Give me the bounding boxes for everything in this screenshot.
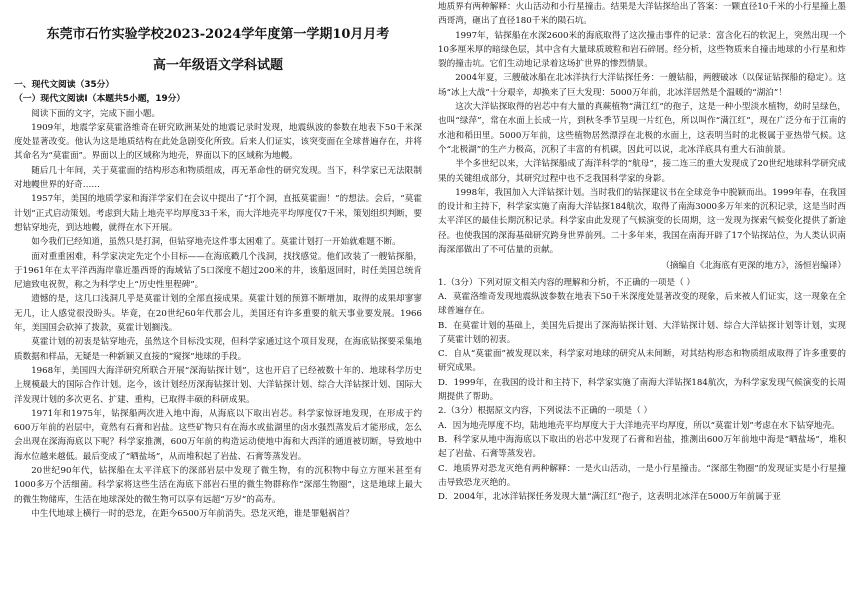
right-column (438, 0, 846, 504)
section-heading: 一、现代文阅读（35分） (14, 80, 115, 90)
article-source: （摘编自《北海底有更深的地方》，汤恒岩编译） (661, 261, 846, 272)
answer-option: D．2004年，北冰洋钻探任务发现大量“满江红”孢子，这表明北冰洋在5000万年前属于亚 (438, 492, 782, 503)
instruction: 阅读下面的文字，完成下面小题。 (31, 108, 161, 119)
article-paragraph: 1997年，钻探船在水深2600米的海底取得了这次撞击事件的记录：富含化石的软泥上，突然出现一个10多厘米厚的暗绿色层，其中含有大量球质玻粒和岩石碎屑。经分析，这些物质来自撞击地球的小行星和炸裂的撞击坑。它们生动地记录着这场扩世界的惨烈情景。 (438, 30, 846, 70)
article-paragraph: 这次大洋钻探取得的岩芯中有大量的真蕨植物“满江红”的孢子，这是一种小型淡水植物，幼时呈绿色，也叫“绿萍”，常在水面上长成一片，到秋冬季节呈现一片红色，所以叫作“满江红”，现在广泛分布于江南的水池和稻田里。5000万年前，这些植物居然漂浮在北极的水面上，这表明当时的北极属于亚热带气候。这个“北极湖”的生产力极高，沉积了丰富的有机碳，因此可以说，北冰洋底具有重大石油前景。 (438, 102, 846, 155)
answer-option: B．在莫霍计划的基础上，美国先后提出了深海钻探计划、大洋钻探计划、综合大洋钻探计划等计划，实现了莫霍计划的初衷。 (438, 320, 846, 345)
answer-option: D．1999年，在我国的设计和主持下，科学家实施了南海大洋钻探184航次，为科学家发现气候演变的长周期提供了帮助。 (438, 377, 846, 403)
answer-option: C．地质界对恐龙灭绝有两种解释：一是火山活动，一是小行星撞击。“深部生物圈”的发现证实是小行星撞击导致恐龙灭绝的。 (438, 463, 846, 488)
article-paragraph: 1957年，美国的地质学家和海洋学家们在会议中提出了“打个洞，直抵莫霍面！”的想法。会后，“莫霍计划”正式启动策划。考虑到大陆上地壳平均厚度33千米，而大洋地壳平均厚度仅7千米，策划组织判断，要想钻穿地壳，到达地幔，就得在水下开展。 (14, 194, 422, 233)
article-paragraph: 1998年，我国加入大洋钻探计划。当时我们的钻探建议书在全球竞争中脱颖而出。1999年春，在我国的设计和主持下，科学家实施了南海大洋钻探184航次，取得了南海3000多万年来的沉积记录，这是当时西太平洋区的最佳长期沉积记录。科学家由此发现了气候演变的长周期，这一发现为探索气候变化提供了新途径。也使我国的深海基础研究跨身世界前列。二十多年来，我国在南海开辟了17个钻探站位，为人类认识南海深部做出了不可估量的贡献。 (438, 187, 846, 256)
article-paragraph: 20世纪90年代，钻探船在太平洋底下的深部岩层中发现了微生物，有的沉积物中每立方厘米甚至有1000多万个活细菌。科学家将这些生活在海底下部岩石里的微生物群称作“深部生物圈”，这是地球上最大的微生物储库，生活在地球深处的微生物可以享有远超“万岁”的高寿。 (14, 466, 422, 505)
answer-option: A．因为地壳厚度不均，陆地地壳平均厚度大于大洋地壳平均厚度，所以“莫霍计划”考虑在水下钻穿地壳。 (438, 420, 840, 431)
article-paragraph: 遗憾的是，这几口浅洞几乎是莫霍计划的全部直接成果。莫霍计划的预算不断增加，取得的成果却寥寥无几，让人感觉很没盼头。毕竟，在20世纪60年代那会儿，美国还有许多重要的航天事业要发展。1966年，美国国会砍掉了拨款，莫霍计划搁浅。 (14, 294, 422, 334)
article-paragraph: 1968年，美国四大海洋研究所联合开展“深海钻探计划”，这也开启了已经被数十年的、地球科学历史上规模最大的国际合作计划。迄今，该计划经历深海钻探计划、大洋钻探计划、综合大洋钻探计划、国际大洋发现计划的多次更名、扩建、重构，已取得丰硕的科研成果。 (14, 365, 422, 405)
article-paragraph: 1909年，地震学家莫霍洛维奇在研究欧洲某处的地震记录时发现，地震纵波的参数在地表下50千米深度处显著改变。他认为这是地质结构在此处急剧变化所致。后来人们证实，该突变面在全球普遍存在，并将其命名为“莫霍面”。界面以上的区域称为地壳，界面以下的区域称为地幔。 (14, 122, 422, 162)
article-paragraph: 随后几十年间，关于莫霍面的结构形态和物质组成，再无革命性的研究发现。当下，科学家已无法限制对地幔世界的好奇…… (14, 165, 422, 191)
answer-option: B．科学家从地中海海底以下取出的岩芯中发现了石膏和岩盐，推测出600万年前地中海是“晒盐场”，堆积起了岩盐、石膏等蒸发岩。 (438, 434, 846, 460)
answer-option: A．莫霍洛维奇发现地震纵波参数在地表下50千米深度处显著改变的现象，后来被人们证实，这一现象在全球普遍存在。 (438, 291, 846, 317)
answer-option: C．自从“莫霍面”被发现以来，科学家对地球的研究从未间断，对其结构形态和物质组成取得了许多重要的研究成果。 (438, 349, 846, 374)
question-stem: 1.（3分）下列对原文相关内容的理解和分析，不正确的一项是（ ） (438, 277, 696, 288)
sub-heading: （一）现代文阅读Ⅰ（本题共5小题，19分） (14, 94, 186, 105)
article-paragraph: 如今我们已经知道，虽然只是打洞，但钻穿地壳这件事太困难了。莫霍计划打一开始就难题不断。 (31, 237, 401, 248)
article-paragraph: 莫霍计划的初衷是钻穿地壳，虽然这个目标没实现，但科学家通过这个项目发现，在海底钻探要采集地质数据和样品，无疑是一种新颖又直接的“窥探”地球的手段。 (14, 337, 422, 362)
question-stem: 2.（3分）根据原文内容，下列说法不正确的一项是（ ） (438, 406, 653, 417)
article-paragraph: 地质界有两种解释：火山活动和小行星撞击。结果是大洋钻探给出了答案：一颗直径10千米的小行星撞上墨西哥湾，砸出了直径180千米的陨石坑。 (438, 2, 846, 27)
article-paragraph: 1971年和1975年，钻探船两次进入地中海，从海底以下取出岩芯。科学家惊讶地发现，在形成于约600万年前的岩层中，竟然有石膏和岩盐。这些矿物只有在海水或盐湖里的卤水强烈蒸发后才能形成，怎么会出现在深海海底以下呢？科学家推测，600万年前的构造运动使地中海和大西洋的通道被切断，导致地中海水位越来越低。最后变成了“晒盐场”，从而堆积起了岩盐、石膏等蒸发岩。 (14, 408, 422, 462)
page-title: 东莞市石竹实验学校2023-2024学年度第一学期10月月考 (46, 27, 390, 42)
article-paragraph: 中生代地球上横行一时的恐龙，在距今6500万年前消失。恐龙灭绝，谁是罪魁祸首？ (31, 508, 354, 519)
page-subtitle: 高一年级语文学科试题 (152, 58, 283, 73)
left-column (14, 0, 422, 521)
article-paragraph: 2004年夏，三艘破冰船在北冰洋执行大洋钻探任务：一艘钻船，两艘破冰（以保证钻探船的稳定）。这场“冰上大战”十分艰辛，却换来了巨大发现：5000万年前，北冰洋居然是个温暖的“湖泊”！ (438, 73, 846, 98)
article-paragraph: 面对重重困难，科学家决定先定个小目标——在海底戳几个浅洞，找找感觉。他们改装了一艘钻探船，于1961年在太平洋西海岸靠近墨西哥的海域钻了5口深度不超过200米的井，该船返回时，时任美国总统肯尼迪致电祝贺，称之为科学史上“历史性里程碑”。 (14, 251, 422, 291)
article-paragraph: 半个多世纪以来，大洋钻探船成了海洋科学的“航母”，接二连三的重大发现成了20世纪地球科学研究成果的关键组成部分，其研究过程中也不乏我国科学家的身影。 (438, 159, 846, 184)
